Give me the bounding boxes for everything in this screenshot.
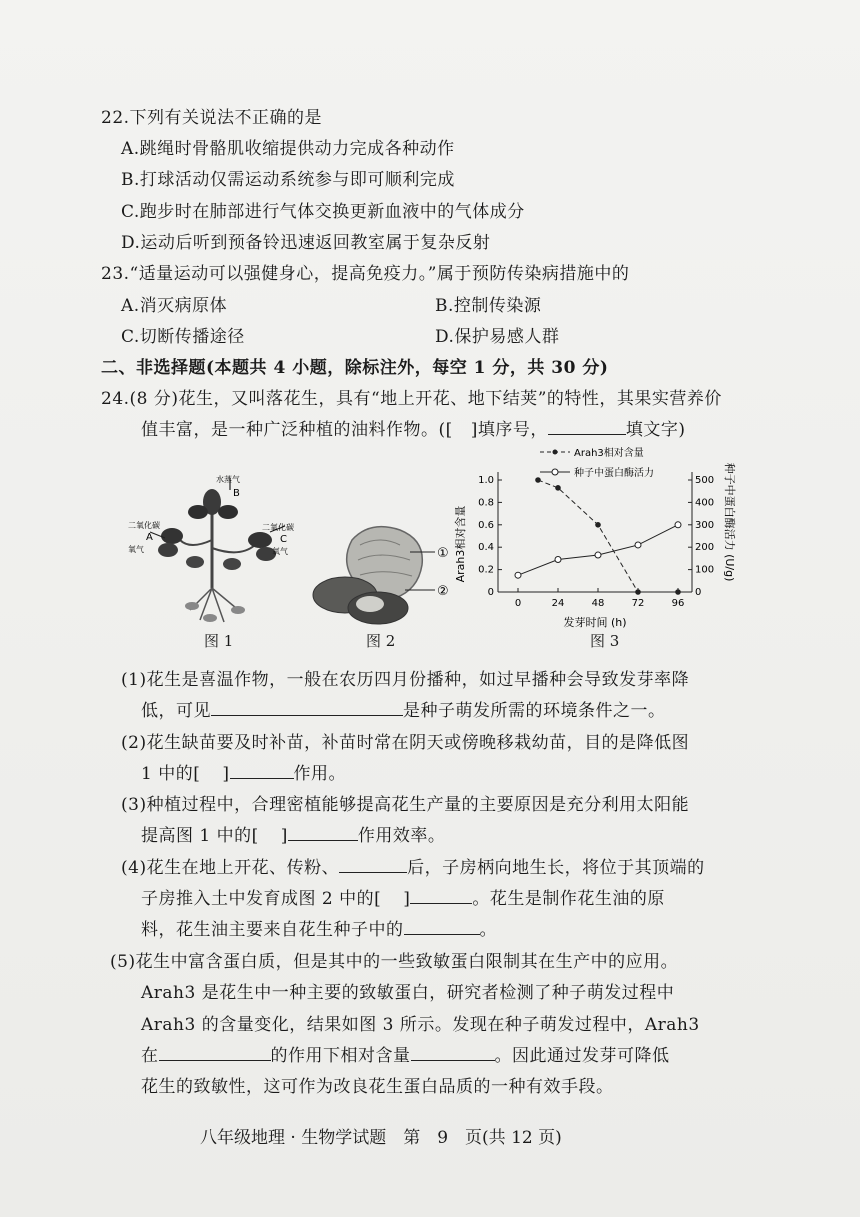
section-heading: 二、非选择题(本题共 4 小题，除标注外，每空 1 分，共 30 分) [101, 358, 609, 378]
q22-option-b: B.打球活动仅需运动系统参与即可顺利完成 [121, 170, 455, 190]
legend-protease: 种子中蛋白酶活力 [574, 468, 654, 479]
sub3-line1: (3)种植过程中，合理密植能够提高花生产量的主要原因是充分利用太阳能 [121, 795, 690, 815]
chart-ylabel-left: Arah3相对含量 [454, 505, 467, 583]
sub3-text-a: 提高图 1 中的[ [141, 826, 259, 846]
page-footer: 八年级地理 · 生物学试题 第 9 页(共 12 页) [200, 1128, 562, 1148]
sub5-text-b: 的作用下相对含量 [270, 1046, 411, 1066]
q24-intro-text-c: 填文字) [625, 420, 686, 440]
series-protease-point [515, 572, 521, 578]
fig1-water-label: 水蒸气 [216, 475, 240, 484]
fig2-mark-2: ② [437, 584, 449, 599]
series-arah3-point [675, 589, 681, 595]
chart-axes [478, 472, 714, 609]
sub3-blank [288, 826, 358, 841]
fig1-o2-left: 氧气 [128, 545, 144, 554]
x-tick-label: 48 [591, 598, 605, 609]
q23-option-c: C.切断传播途径 [121, 327, 245, 347]
sub4-line1 [121, 853, 705, 878]
sub4-text-b: 后，子房柄向地生长，将位于其顶端的 [407, 858, 705, 878]
sub1-line1: (1)花生是喜温作物，一般在农历四月份播种，如过早播种会导致发芽率降 [121, 670, 690, 690]
q22-stem: 22.下列有关说法不正确的是 [101, 108, 323, 128]
figure-1-plant [120, 470, 300, 630]
y-right-tick-label: 0 [695, 587, 702, 598]
series-arah3-line [538, 480, 678, 592]
y-right-tick-label: 200 [695, 542, 715, 554]
sub1-text-b: 是种子萌发所需的环境条件之一。 [403, 701, 666, 721]
sub3-text-b: ] [280, 826, 288, 846]
series-protease-point [675, 522, 681, 528]
sub4-text-e: 。花生是制作花生油的原 [472, 889, 665, 909]
sub4-blank-2 [410, 889, 472, 904]
sub5-text-c: 。因此通过发芽可降低 [494, 1046, 670, 1066]
sub4-text-a: (4)花生在地上开花、传粉、 [121, 858, 340, 878]
series-protease-point [595, 552, 601, 558]
fig1-label-b: B [233, 488, 240, 499]
q24-intro-text-b: ]填序号， [470, 420, 548, 440]
legend-arah3: Arah3相对含量 [574, 448, 644, 459]
x-tick-label: 0 [514, 598, 522, 609]
series-arah3-point [535, 477, 541, 483]
sub1-text-a: 低，可见 [141, 701, 211, 721]
figure-2-caption: 图 2 [366, 632, 396, 650]
y-right-tick-label: 500 [695, 475, 715, 486]
sub2-text-c: 作用。 [293, 764, 346, 784]
q24-intro-text-a: 值丰富，是一种广泛种植的油料作物。([ [141, 420, 453, 440]
sub5-line4 [141, 1041, 670, 1066]
sub2-text-b: ] [222, 764, 230, 784]
q22-option-c: C.跑步时在肺部进行气体交换更新血液中的气体成分 [121, 202, 525, 222]
sub2-text-a: 1 中的[ [141, 764, 201, 784]
sub5-text-a: 在 [141, 1046, 159, 1066]
fig1-co2-right: 二氧化碳 [262, 523, 294, 532]
sub3-text-c: 作用效率。 [357, 826, 446, 846]
sub4-line2 [141, 884, 665, 909]
x-tick-label: 96 [671, 598, 685, 609]
series-arah3-point [555, 485, 561, 491]
figure-3-chart [450, 440, 740, 635]
y-right-tick-label: 100 [695, 564, 715, 576]
sub5-line5: 花生的致敏性，这可作为改良花生蛋白品质的一种有效手段。 [141, 1077, 614, 1097]
y-right-tick-label: 300 [695, 519, 715, 531]
sub5-line2: Arah3 是花生中一种主要的致敏蛋白，研究者检测了种子萌发过程中 [141, 983, 675, 1003]
sub5-blank-1 [159, 1046, 271, 1061]
series-arah3-point [595, 522, 601, 528]
sub5-line1: (5)花生中富含蛋白质，但是其中的一些致敏蛋白限制其在生产中的应用。 [110, 952, 679, 972]
fig1-co2-left: 二氧化碳 [128, 521, 160, 530]
q24-intro-blank [548, 420, 626, 435]
y-left-tick-label: 0.8 [478, 497, 494, 509]
figure-3-caption: 图 3 [590, 632, 620, 650]
fig2-mark-1: ① [437, 546, 449, 561]
q24-intro-line1: 24.(8 分)花生，又叫落花生，具有“地上开花、地下结荚”的特性，其果实营养价 [101, 389, 722, 409]
fig1-label-a: A [146, 532, 153, 543]
y-left-tick-label: 0 [487, 587, 494, 598]
sub4-text-g: 。 [479, 920, 497, 940]
q23-option-d: D.保护易感人群 [435, 327, 560, 347]
sub4-text-c: 子房推入土中发育成图 2 中的[ [141, 889, 382, 909]
sub2-blank [230, 764, 294, 779]
q23-stem: 23.“适量运动可以强健身心，提高免疫力。”属于预防传染病措施中的 [101, 264, 630, 284]
q22-option-a: A.跳绳时骨骼肌收缩提供动力完成各种动作 [121, 139, 455, 159]
q22-option-d: D.运动后听到预备铃迅速返回教室属于复杂反射 [121, 233, 491, 253]
figure-1-caption: 图 1 [204, 632, 234, 650]
sub4-blank-3 [404, 920, 480, 935]
y-left-tick-label: 0.2 [478, 564, 494, 576]
sub1-line2 [141, 696, 666, 721]
sub4-blank-1 [339, 858, 407, 873]
q23-option-b: B.控制传染源 [435, 296, 542, 316]
sub2-line2 [141, 759, 346, 784]
y-left-tick-label: 0.6 [478, 519, 494, 531]
fig1-label-c: C [280, 534, 287, 545]
y-left-tick-label: 1.0 [478, 475, 494, 486]
q23-option-a: A.消灭病原体 [121, 296, 228, 316]
fig1-o2-right: 氧气 [272, 547, 288, 556]
sub5-line3: Arah3 的含量变化，结果如图 3 所示。发现在种子萌发过程中，Arah3 [141, 1015, 700, 1035]
sub4-line3 [141, 915, 497, 940]
chart-legend [540, 446, 654, 479]
x-tick-label: 72 [631, 598, 645, 609]
q24-intro-line2 [141, 415, 686, 440]
sub1-blank [211, 701, 403, 716]
series-protease-line [518, 525, 678, 575]
figure-2-peanut [300, 510, 460, 630]
chart-plot-area [515, 477, 681, 595]
sub3-line2 [141, 821, 445, 846]
series-arah3-point [635, 589, 641, 595]
sub5-blank-2 [411, 1046, 495, 1061]
sub4-text-f: 料，花生油主要来自花生种子中的 [141, 920, 404, 940]
chart-xlabel: 发芽时间 (h) [563, 616, 627, 629]
chart-ylabel-right: 种子中蛋白酶活力 (U/g) [723, 462, 736, 582]
y-right-tick-label: 400 [695, 497, 715, 509]
y-left-tick-label: 0.4 [478, 542, 494, 554]
series-protease-point [555, 557, 561, 563]
series-protease-point [635, 542, 641, 548]
sub2-line1: (2)花生缺苗要及时补苗，补苗时常在阴天或傍晚移栽幼苗，目的是降低图 [121, 733, 690, 753]
x-tick-label: 24 [551, 598, 565, 609]
sub4-text-d: ] [403, 889, 411, 909]
